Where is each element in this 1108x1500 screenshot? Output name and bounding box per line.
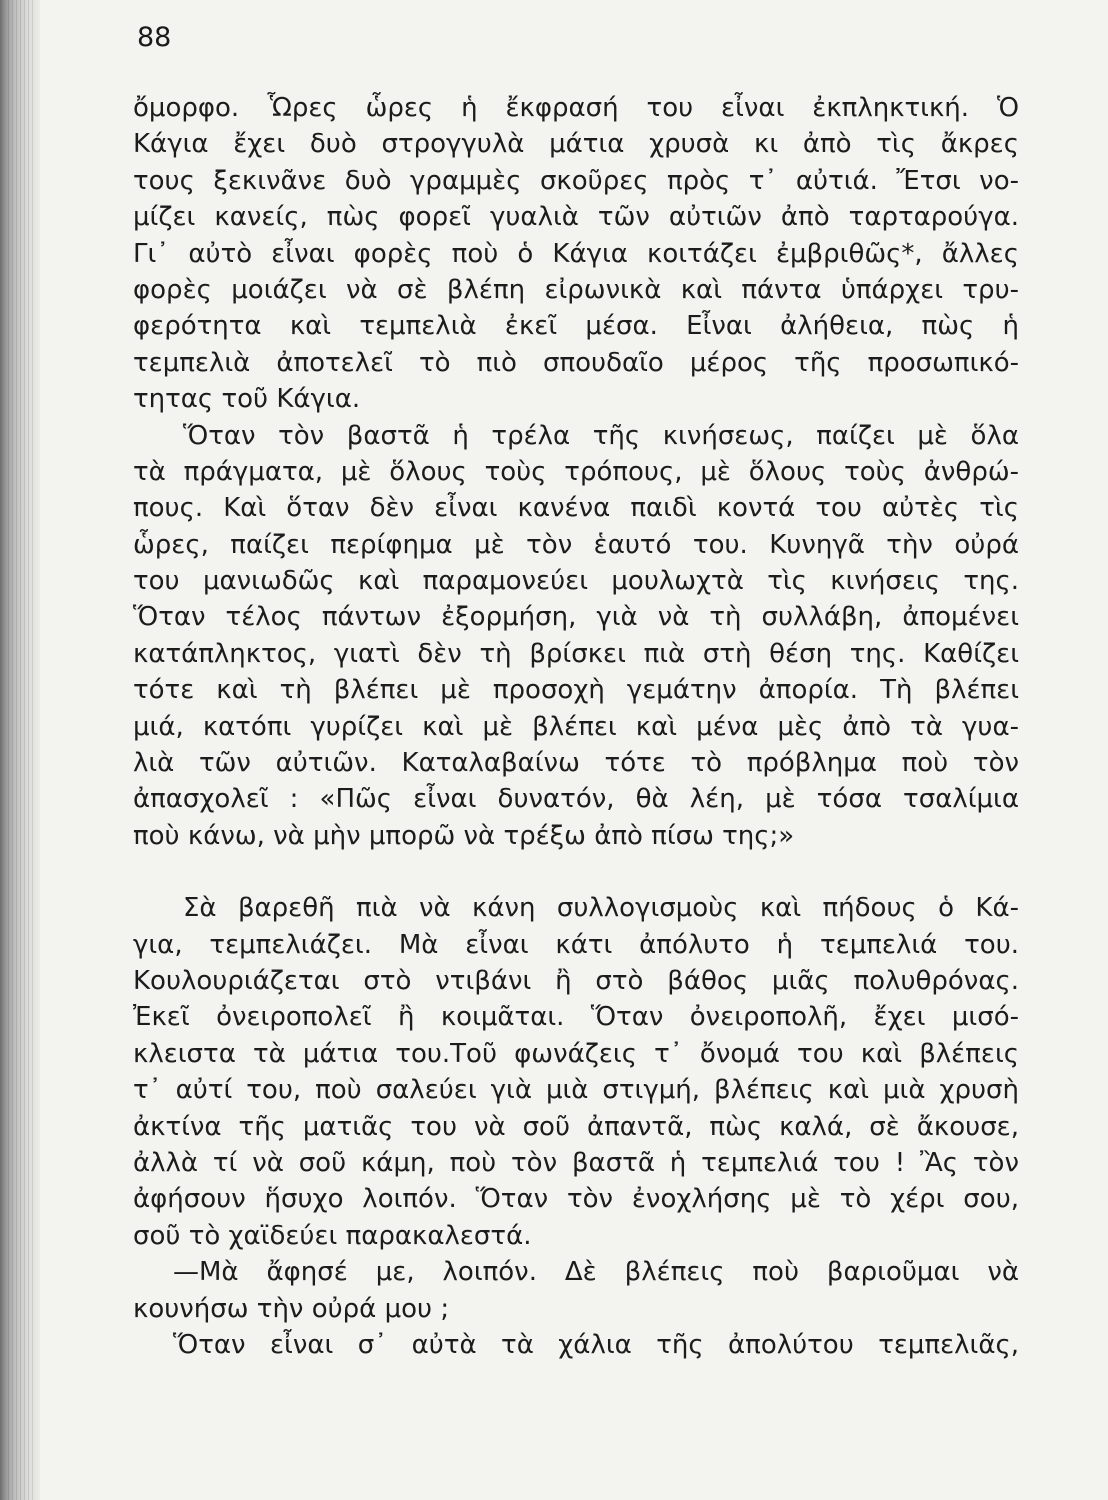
text-line: ἀκτίνα τῆς ματιᾶς του νὰ σοῦ ἀπαντᾶ, πὼς καλά, σὲ ἄκουσε, xyxy=(133,1111,1019,1142)
text-line: κλειστα τὰ μάτια του.Τοῦ φωνάζεις τ᾽ ὄνομά του καὶ βλέπεις xyxy=(133,1038,1019,1069)
text-line: ἀλλὰ τί νὰ σοῦ κάμη, ποὺ τὸν βαστᾶ ἡ τεμπελιά του ! Ἂς τὸν xyxy=(133,1147,1019,1178)
text-line: Ἐκεῖ ὀνειροπολεῖ ἢ κοιμᾶται. Ὅταν ὀνειροπολῆ, ἔχει μισό- xyxy=(133,1002,1019,1033)
text-line: τὰ πράγματα, μὲ ὅλους τοὺς τρόπους, μὲ ὅλους τοὺς ἀνθρώ- xyxy=(133,456,1019,487)
text-line: ἀπασχολεῖ : «Πῶς εἶναι δυνατόν, θὰ λέη, μὲ τόσα τσαλίμια xyxy=(133,784,1019,815)
text-line: του μανιωδῶς καὶ παραμονεύει μουλωχτὰ τὶς κινήσεις της. xyxy=(133,566,1019,597)
page-edges xyxy=(8,0,34,1500)
body-text xyxy=(133,90,1019,1363)
text-line: τεμπελιὰ ἀποτελεῖ τὸ πιὸ σπουδαῖο μέρος τῆς προσωπικό- xyxy=(133,347,1019,378)
text-line: λιὰ τῶν αὐτιῶν. Καταλαβαίνω τότε τὸ πρόβλημα ποὺ τὸν xyxy=(133,748,1019,779)
text-line: Ὅταν τέλος πάντων ἐξορμήση, γιὰ νὰ τὴ συλλάβη, ἀπομένει xyxy=(133,602,1019,633)
text-line: κατάπληκτος, γιατὶ δὲν τὴ βρίσκει πιὰ στὴ θέση της. Καθίζει xyxy=(133,638,1019,669)
text-line: Σὰ βαρεθῆ πιὰ νὰ κάνη συλλογισμοὺς καὶ πήδους ὁ Κά- xyxy=(183,893,1019,924)
text-line: Γι᾽ αὐτὸ εἶναι φορὲς ποὺ ὁ Κάγια κοιτάζει ἐμβριθῶς*, ἄλλες xyxy=(133,238,1019,269)
text-line: φορὲς μοιάζει νὰ σὲ βλέπη εἰρωνικὰ καὶ πάντα ὑπάρχει τρυ- xyxy=(133,274,1019,305)
text-line: μιά, κατόπι γυρίζει καὶ μὲ βλέπει καὶ μένα μὲς ἀπὸ τὰ γυα- xyxy=(133,711,1019,742)
text-line: ποὺ κάνω, νὰ μὴν μπορῶ νὰ τρέξω ἀπὸ πίσω της;» xyxy=(133,820,795,851)
page-number: 88 xyxy=(137,22,172,53)
text-line: κουνήσω τὴν οὐρά μου ; xyxy=(133,1293,450,1324)
paragraph-gap xyxy=(133,854,1019,890)
text-line: τ᾽ αὐτί του, ποὺ σαλεύει γιὰ μιὰ στιγμή, βλέπεις καὶ μιὰ χρυσὴ xyxy=(133,1075,1019,1106)
text-line: ὄμορφο. Ὧρες ὧρες ἡ ἔκφρασή του εἶναι ἐκπληκτική. Ὁ xyxy=(133,93,1019,123)
text-line: Ὅταν εἶναι σ᾽ αὐτὰ τὰ χάλια τῆς ἀπολύτου τεμπελιᾶς, xyxy=(173,1329,1019,1360)
text-line: πους. Καὶ ὅταν δὲν εἶναι κανένα παιδὶ κοντά του αὐτὲς τὶς xyxy=(133,493,1019,524)
text-line: Κάγια ἔχει δυὸ στρογγυλὰ μάτια χρυσὰ κι ἀπὸ τὶς ἄκρες xyxy=(133,129,1019,160)
text-line: Κουλουριάζεται στὸ ντιβάνι ἢ στὸ βάθος μιᾶς πολυθρόνας. xyxy=(133,965,1019,996)
text-line: ἀφήσουν ἥσυχο λοιπόν. Ὅταν τὸν ἐνοχλήσης μὲ τὸ χέρι σου, xyxy=(133,1184,1019,1215)
text-line: σοῦ τὸ χαϊδεύει παρακαλεστά. xyxy=(133,1220,532,1251)
text-line: τους ξεκινᾶνε δυὸ γραμμὲς σκοῦρες πρὸς τ᾽ αὐτιά. Ἔτσι νο- xyxy=(133,165,1019,196)
text-line: φερότητα καὶ τεμπελιὰ ἐκεῖ μέσα. Εἶναι ἀλήθεια, πὼς ἡ xyxy=(133,311,1019,342)
text-line: —Μὰ ἄφησέ με, λοιπόν. Δὲ βλέπεις ποὺ βαριοῦμαι νὰ xyxy=(173,1257,1019,1288)
text-line: τητας τοῦ Κάγια. xyxy=(133,384,361,415)
text-line: ὧρες, παίζει περίφημα μὲ τὸν ἑαυτό του. Κυνηγᾶ τὴν οὐρά xyxy=(133,529,1019,560)
text-line: Ὅταν τὸν βαστᾶ ἡ τρέλα τῆς κινήσεως, παίζει μὲ ὅλα xyxy=(183,420,1019,451)
book-gutter xyxy=(0,0,40,1500)
text-line: τότε καὶ τὴ βλέπει μὲ προσοχὴ γεμάτην ἀπορία. Τὴ βλέπει xyxy=(133,675,1019,706)
text-line: μίζει κανείς, πὼς φορεῖ γυαλιὰ τῶν αὐτιῶν ἀπὸ ταρταρούγα. xyxy=(133,202,1019,233)
text-line: για, τεμπελιάζει. Μὰ εἶναι κάτι ἀπόλυτο ἡ τεμπελιά του. xyxy=(133,929,1019,960)
